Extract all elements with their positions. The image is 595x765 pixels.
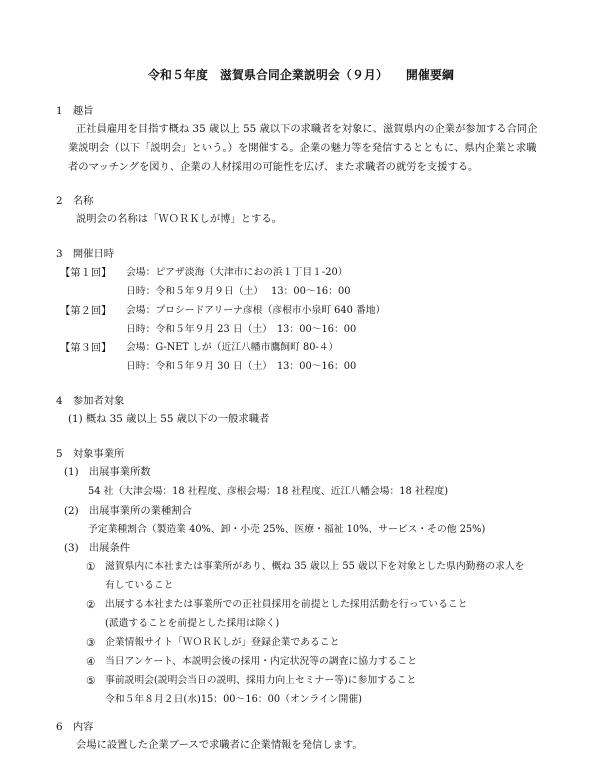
section-5-heading: 5 対象事業所 (56, 448, 125, 460)
session-3-label: 【第３回】 (60, 342, 112, 354)
session-1-date: 日時：令和５年９月９日（土） 13：00～16：00 (126, 286, 351, 297)
section-4-heading: 4 参加者対象 (56, 395, 125, 407)
page-title: 令和５年度 滋賀県合同企業説明会（９月） 開催要綱 (148, 68, 455, 82)
condition-5-line-2: 令和５年８月２日(水)15：00～16：00（オンライン開催) (105, 694, 362, 705)
condition-3-num: ③ (86, 637, 96, 649)
session-2-venue: 会場：プロシードアリーナ彦根（彦根市小泉町 640 番地） (126, 305, 386, 316)
section-6-heading: 6 内容 (56, 721, 94, 733)
session-3-date: 日時：令和５年９月 30 日（土） 13：00～16：00 (126, 361, 357, 372)
section-1-line-1: 正社員雇用を目指す概ね 35 歳以上 55 歳以下の求職者を対象に、滋賀県内の企業が参加する合同企 (76, 123, 538, 135)
section-2-heading: 2 名称 (56, 195, 94, 207)
section-5-sub-3: (3) 出展条件 (64, 542, 131, 554)
condition-5-num: ⑤ (86, 675, 96, 687)
condition-2-line-2: (派遣することを前提とした採用は除く) (105, 618, 280, 629)
session-1-label: 【第１回】 (60, 267, 112, 279)
session-1-venue: 会場：ピアザ淡海（大津市におの浜１丁目１-20） (126, 267, 348, 278)
session-2-date: 日時：令和５年９月 23 日（土） 13：00～16：00 (126, 324, 357, 335)
section-4-item: (1) 概ね 35 歳以上 55 歳以下の一般求職者 (68, 413, 270, 425)
condition-2-num: ② (86, 599, 96, 611)
section-5-sub-2: (2) 出展事業所の業種割合 (64, 505, 192, 517)
session-3-venue: 会場：G-NET しが（近江八幡市鷹飼町 80-４） (126, 342, 339, 353)
section-1-heading: 1 趣旨 (56, 105, 94, 117)
session-2-label: 【第２回】 (60, 305, 112, 317)
section-5-sub-1-text: 54 社（大津会場：18 社程度、彦根会場：18 社程度、近江八幡会場：18 社程度) (88, 486, 449, 497)
condition-4-line-1: 当日アンケート、本説明会後の採用・内定状況等の調査に協力すること (105, 656, 418, 667)
condition-5-line-1: 事前説明会(説明会当日の説明、採用力向上セミナー等)に参加すること (105, 675, 417, 686)
condition-3-line-1: 企業情報サイト「ＷＯＲＫしが」登録企業であること (105, 637, 340, 648)
section-6-text: 会場に設置した企業ブースで求職者に企業情報を発信します。 (76, 739, 363, 751)
condition-4-num: ④ (86, 656, 96, 668)
section-1-line-2: 業説明会（以下「説明会」という。）を開催する。企業の魅力等を発信するとともに、県内企業と求職 (68, 142, 537, 154)
section-1-line-3: 者のマッチングを図り、企業の人材採用の可能性を広げ、また求職者の就労を支援する。 (68, 161, 479, 173)
condition-1-num: ① (86, 561, 96, 573)
section-3-heading: 3 開催日時 (56, 248, 115, 260)
section-5-sub-1: (1) 出展事業所数 (64, 466, 151, 478)
condition-2-line-1: 出展する本社または事業所での正社員採用を前提とした採用活動を行っていること (105, 599, 468, 610)
section-2-text: 説明会の名称は「ＷＯＲＫしが博」とする。 (76, 213, 282, 225)
section-5-sub-2-text: 予定業種割合（製造業 40%、卸・小売 25%、医療・福祉 10%、サービス・その他 25%) (88, 524, 486, 535)
condition-1-line-1: 滋賀県内に本社または事業所があり、概ね 35 歳以上 55 歳以下を対象とした県内勤務の求人を (105, 561, 525, 572)
condition-1-line-2: 有していること (105, 580, 174, 591)
